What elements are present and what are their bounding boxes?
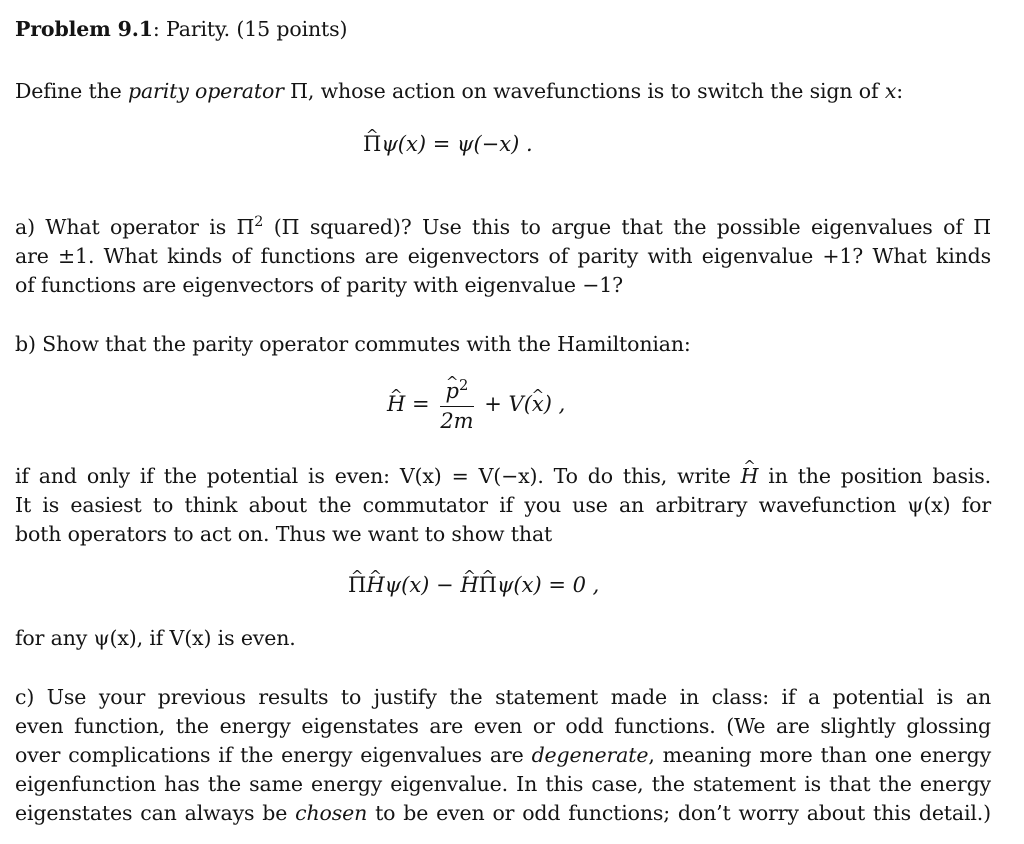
part-c-text: over complications if the energy eigenvalues are [15,743,532,767]
parity-operator: ^ Π [348,571,366,599]
part-b-text: if and only if the potential is even: V(x) = V(−x). To do this, write [15,464,741,488]
equation-body: ψ(x) − [384,573,461,597]
equation-commutator [348,571,599,599]
equals-sign: = [412,392,430,416]
intro-text: : [896,79,903,103]
part-b-line-2 [15,462,991,490]
intro-text: Define the [15,79,129,103]
potential-term: ) , [543,392,566,416]
hamiltonian-symbol: ^ H [741,462,759,490]
potential-term: + V( [484,392,532,416]
part-c-line-2: even function, the energy eigenstates are even or odd functions. (We are slightly glossing [15,714,991,738]
part-b-line-5: for any ψ(x), if V(x) is even. [15,626,296,650]
part-b-text: in the position basis. [758,464,991,488]
hamiltonian-symbol: ^ H [387,390,405,418]
part-c-text: to be even or odd functions; don’t worry about this detail.) [367,801,991,825]
intro-text: Π, whose action on wavefunctions is to switch the sign of [283,79,885,103]
parity-operator: ^ Π [479,571,497,599]
problem-heading [15,15,347,43]
problem-page [15,0,995,844]
part-c-text: , meaning more than one energy [648,743,991,767]
hamiltonian-symbol: ^ H [366,571,384,599]
intro-line [15,77,903,105]
part-b-line-1: b) Show that the parity operator commutes with the Hamiltonian: [15,332,691,356]
part-a-text: a) What operator is Π [15,215,255,239]
hamiltonian-symbol: ^ H [460,571,478,599]
part-c-line-4: eigenfunction has the same energy eigenvalue. In this case, the statement is that the energy [15,772,991,796]
fraction-denominator: 2m [440,409,474,433]
equation-body: ψ(x) = 0 , [496,573,600,597]
part-c-line-5 [15,799,991,827]
part-c-line-3 [15,741,991,769]
superscript: 2 [254,214,264,231]
problem-title: : Parity. (15 points) [152,17,348,41]
superscript: 2 [459,376,469,394]
part-c-line-1: c) Use your previous results to justify the statement made in class: if a potential is an [15,685,991,709]
equation-parity-definition [363,130,533,158]
position-operator: ^ x [532,390,544,418]
emphasis-degenerate: degenerate [531,743,649,767]
emphasis-chosen: chosen [295,801,368,825]
math-var: x [884,79,897,103]
momentum-symbol: ^ p [446,378,459,404]
equation-hamiltonian [387,378,565,433]
part-b-line-4: both operators to act on. Thus we want to show that [15,522,553,546]
kinetic-fraction [440,378,473,433]
part-a-text: (Π squared)? Use this to argue that the possible eigenvalues of Π [263,215,991,239]
part-c-text: eigenstates can always be [15,801,296,825]
parity-term: parity operator [128,79,284,103]
parity-operator: ^ Π [363,130,381,158]
part-a-line-1 [15,213,991,241]
fraction-numerator [440,378,473,407]
part-a-line-2: are ±1. What kinds of functions are eigenvectors of parity with eigenvalue +1? What kinds [15,244,991,268]
equation-body: ψ(x) = ψ(−x) . [381,132,533,156]
part-a-line-3: of functions are eigenvectors of parity with eigenvalue −1? [15,273,623,297]
part-b-line-3: It is easiest to think about the commutator if you use an arbitrary wavefunction ψ(x) for [15,493,991,517]
problem-label: Problem 9.1 [15,17,153,41]
